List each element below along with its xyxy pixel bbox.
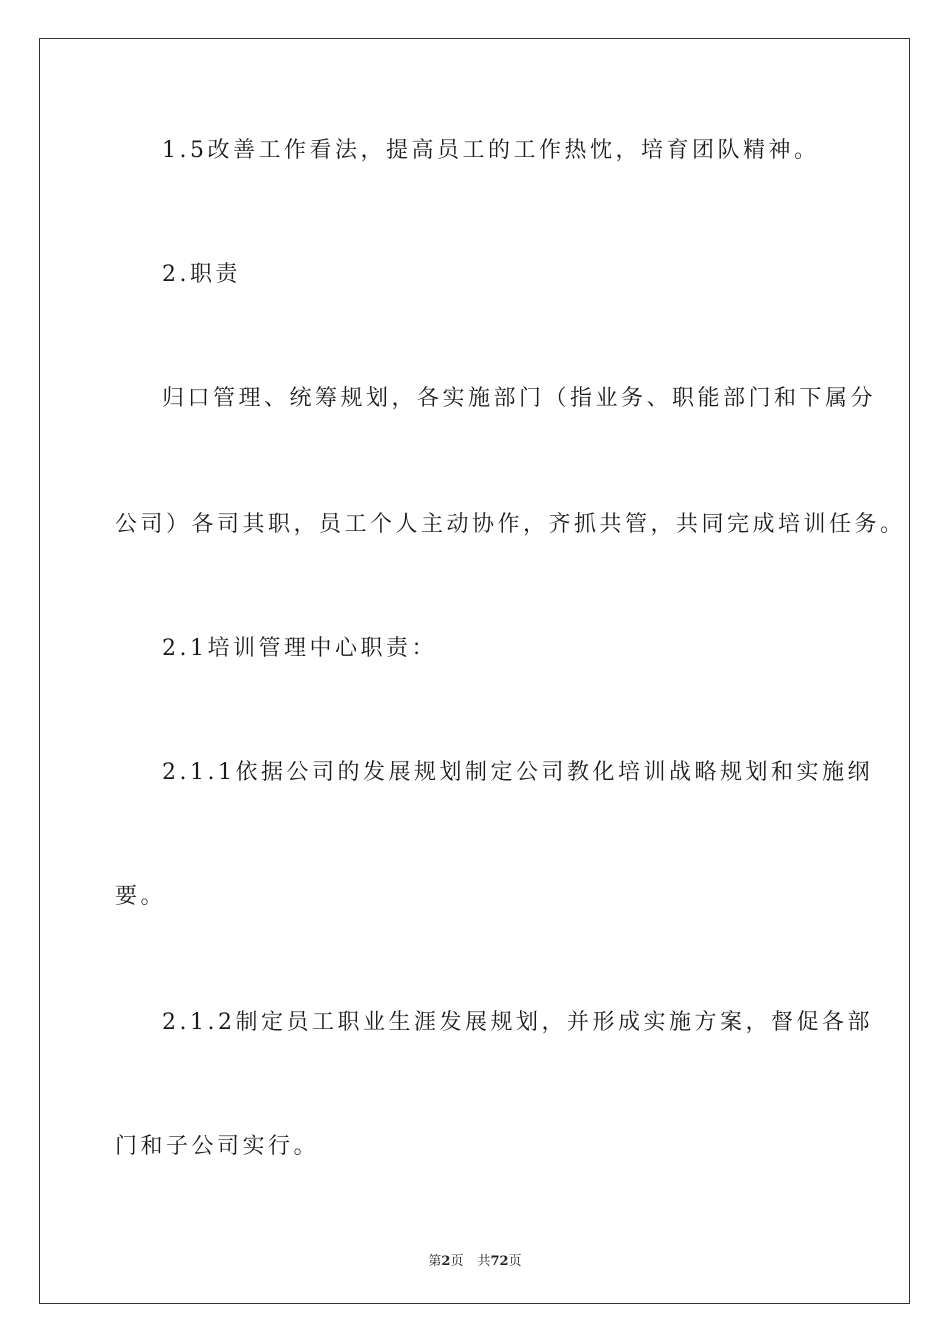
paragraph-2-1-1-line-1: 2.1.1依据公司的发展规划制定公司教化培训战略规划和实施纲 bbox=[162, 760, 873, 785]
paragraph-1-5: 1.5改善工作看法，提高员工的工作热忱，培育团队精神。 bbox=[162, 138, 820, 163]
paragraph-duties-line-1: 归口管理、统筹规划，各实施部门（指业务、职能部门和下属分 bbox=[162, 386, 877, 411]
paragraph-2-1-2-line-1: 2.1.2制定员工职业生涯发展规划，并形成实施方案，督促各部 bbox=[162, 1010, 873, 1035]
paragraph-2-1-1-line-2: 要。 bbox=[115, 884, 167, 909]
page-current: 2 bbox=[441, 1254, 451, 1269]
total-unit: 页 bbox=[508, 1254, 522, 1269]
page-prefix: 第 bbox=[428, 1254, 442, 1269]
paragraph-2-1-2-line-2: 门和子公司实行。 bbox=[115, 1134, 320, 1159]
subheading-2-1: 2.1培训管理中心职责： bbox=[162, 636, 437, 661]
page-unit: 页 bbox=[450, 1254, 464, 1269]
page-footer bbox=[0, 1250, 950, 1269]
total-prefix: 共 bbox=[477, 1254, 491, 1269]
page-total: 72 bbox=[490, 1254, 509, 1269]
page-border bbox=[39, 38, 910, 1304]
paragraph-duties-line-2: 公司）各司其职，员工个人主动协作，齐抓共管，共同完成培训任务。 bbox=[115, 512, 906, 537]
section-heading-duties: 2.职责 bbox=[162, 262, 241, 287]
